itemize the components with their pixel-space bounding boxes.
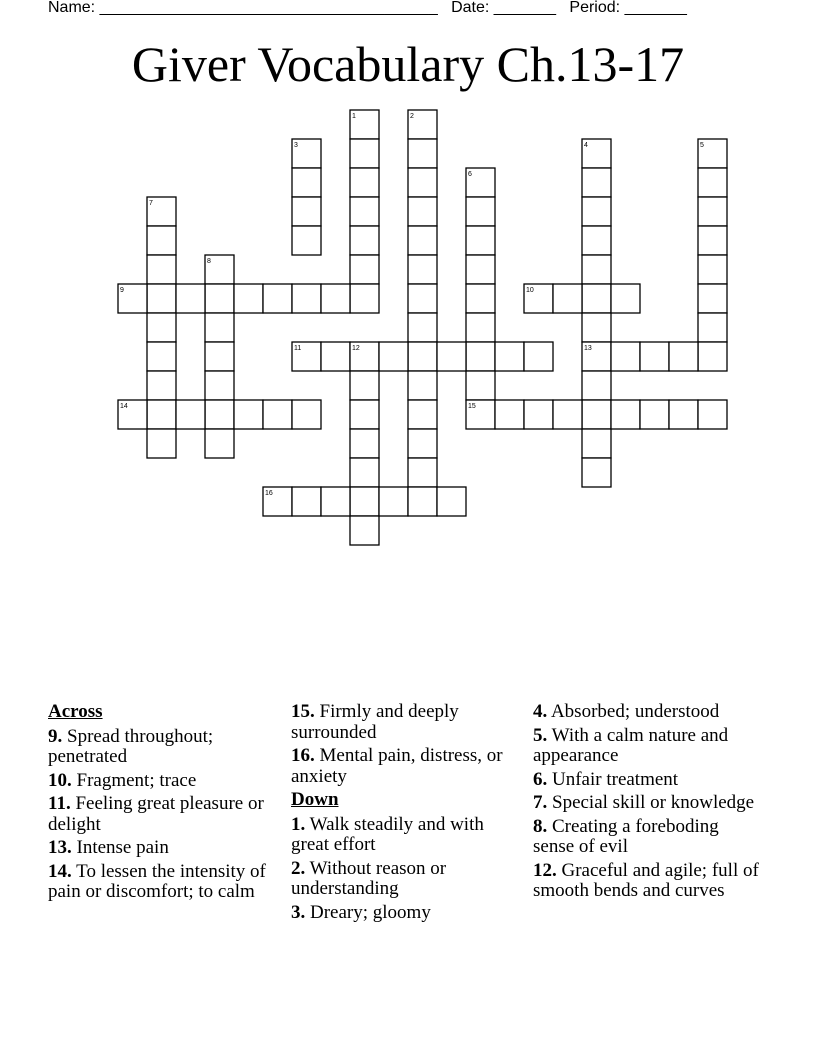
cell-number-label: 2 [410,113,414,120]
clue-across-15 [291,702,519,743]
clue-number: 4. [533,701,548,722]
grid-cell[interactable] [669,342,698,371]
grid-cell[interactable] [408,284,437,313]
clue-text: Feeling great pleasure or delight [48,793,264,835]
clue-number: 8. [533,815,548,837]
clue-text: Dreary; gloomy [310,901,431,923]
grid-cell[interactable] [292,400,321,429]
grid-cell[interactable] [292,226,321,255]
grid-cell[interactable] [205,284,234,313]
grid-cell[interactable] [234,284,263,313]
cell-number-label: 10 [526,287,534,294]
grid-cell[interactable] [698,400,727,429]
grid-cell[interactable] [205,429,234,458]
grid-cell[interactable] [408,400,437,429]
clue-number: 16. [291,745,315,766]
clue-down-6 [533,770,761,791]
grid-cell[interactable] [466,255,495,284]
grid-cell[interactable] [495,342,524,371]
cell-number-label: 13 [584,345,592,352]
grid-cell[interactable] [698,197,727,226]
grid-cell[interactable] [350,487,379,516]
grid-cell[interactable] [582,255,611,284]
clue-text: Without reason or understanding [291,857,447,899]
clue-number: 13. [48,837,72,858]
grid-cell[interactable] [611,284,640,313]
clue-number: 15. [291,701,315,722]
clue-text: Unfair treatment [552,768,679,790]
down-heading: Down [291,789,339,810]
grid-cell[interactable] [408,226,437,255]
grid-cell[interactable] [147,284,176,313]
grid-cell[interactable] [379,487,408,516]
clue-across-16 [291,746,519,787]
grid-cell[interactable] [350,197,379,226]
grid-cell[interactable] [147,400,176,429]
clue-number: 7. [533,792,548,813]
grid-cell[interactable] [350,429,379,458]
grid-cell[interactable] [321,487,350,516]
grid-cell[interactable] [292,284,321,313]
grid-cell[interactable] [408,139,437,168]
grid-cell[interactable] [437,487,466,516]
grid-cell[interactable] [147,342,176,371]
grid-cell[interactable] [698,255,727,284]
cell-number-label: 5 [700,142,704,149]
grid-cell[interactable] [582,197,611,226]
clue-text: To lessen the intensity of pain or discomfort; to calm [48,860,266,902]
grid-cell[interactable] [698,168,727,197]
clue-down-7 [533,793,761,814]
clue-number: 10. [48,769,72,791]
grid-cell[interactable] [698,284,727,313]
grid-cell[interactable] [466,371,495,400]
clue-down-2 [291,859,519,900]
grid-cell[interactable] [553,284,582,313]
cell-number-label: 1 [352,113,356,120]
clues-column-3 [533,702,761,905]
grid-cell[interactable] [321,284,350,313]
grid-cell[interactable] [205,371,234,400]
clue-number: 5. [533,724,548,746]
clue-text: Spread throughout; penetrated [48,725,214,767]
grid-cell[interactable] [408,313,437,342]
grid-cell[interactable] [408,168,437,197]
cell-number-label: 15 [468,403,476,410]
clue-text: Creating a foreboding sense of evil [533,815,719,857]
grid-cell[interactable] [292,487,321,516]
across-heading: Across [48,701,103,722]
grid-cell[interactable] [408,342,437,371]
clue-text: Special skill or knowledge [552,792,755,813]
grid-cell[interactable] [379,342,408,371]
date-label: Date: [451,0,490,16]
grid-cell[interactable] [408,255,437,284]
grid-cell[interactable] [321,342,350,371]
cell-number-label: 3 [294,142,298,149]
name-label: Name: [48,0,96,16]
period-label: Period: [569,0,621,16]
clue-number: 14. [48,860,72,882]
grid-cell[interactable] [234,400,263,429]
grid-cell[interactable] [205,400,234,429]
cell-number-label: 12 [352,345,360,352]
grid-cell[interactable] [611,342,640,371]
grid-cell[interactable] [350,400,379,429]
grid-cell[interactable] [524,400,553,429]
grid-cell[interactable] [205,342,234,371]
grid-cell[interactable] [524,342,553,371]
clue-number: 11. [48,793,71,814]
clues-column-2 [291,702,519,926]
clue-text: Firmly and deeply surrounded [291,701,459,743]
grid-cell[interactable] [698,342,727,371]
grid-cell[interactable] [466,342,495,371]
grid-cell[interactable] [466,197,495,226]
clue-text: Fragment; trace [76,769,197,791]
cell-number-label: 11 [294,345,302,352]
grid-cell[interactable] [350,458,379,487]
grid-cell[interactable] [205,313,234,342]
grid-cell[interactable] [466,284,495,313]
clue-number: 6. [533,768,548,790]
clue-across-9 [48,727,276,768]
clue-number: 3. [291,901,306,923]
grid-cell[interactable] [147,371,176,400]
clue-across-13 [48,838,276,859]
grid-cell[interactable] [553,400,582,429]
grid-cell[interactable] [582,429,611,458]
grid-cell[interactable] [611,400,640,429]
grid-cell[interactable] [582,400,611,429]
grid-cell[interactable] [495,400,524,429]
grid-cell[interactable] [437,342,466,371]
grid-cell[interactable] [350,284,379,313]
grid-cell[interactable] [408,429,437,458]
cell-number-label: 7 [149,200,153,207]
grid-cell[interactable] [466,313,495,342]
grid-cell[interactable] [292,168,321,197]
grid-cell[interactable] [408,197,437,226]
grid-cell[interactable] [147,313,176,342]
grid-cell[interactable] [669,400,698,429]
period-blank[interactable]: _______ [624,0,687,16]
grid-cell[interactable] [582,371,611,400]
grid-cell[interactable] [176,284,205,313]
cell-number-label: 8 [207,258,211,265]
clue-down-12 [533,861,761,902]
cell-number-label: 4 [584,142,588,149]
clue-down-5 [533,726,761,767]
date-blank[interactable]: _______ [493,0,557,16]
grid-cell[interactable] [263,400,292,429]
clue-text: Mental pain, distress, or anxiety [291,745,503,787]
grid-cell[interactable] [698,313,727,342]
grid-cell[interactable] [466,226,495,255]
grid-cell[interactable] [408,458,437,487]
clue-text: With a calm nature and appearance [533,724,729,766]
clue-down-8 [533,817,761,858]
clue-across-11 [48,794,276,835]
clue-across-14 [48,862,276,903]
grid-cell[interactable] [582,313,611,342]
grid-cell[interactable] [350,255,379,284]
clue-text: Intense pain [76,837,169,858]
clue-number: 12. [533,859,557,881]
cell-number-label: 9 [120,287,124,294]
grid-cell[interactable] [350,371,379,400]
cell-number-label: 14 [120,403,128,410]
page-title: Giver Vocabulary Ch.13-17 [131,36,685,92]
clues-column-1 [48,702,276,906]
grid-cell[interactable] [582,458,611,487]
grid-cell[interactable] [147,255,176,284]
grid-cell[interactable] [147,429,176,458]
clue-text: Absorbed; understood [550,701,720,722]
grid-cell[interactable] [698,226,727,255]
grid-cell[interactable] [147,226,176,255]
grid-cell[interactable] [640,400,669,429]
clue-down-1 [291,815,519,856]
clue-text: Walk steadily and with great effort [291,813,484,855]
grid-cell[interactable] [176,400,205,429]
clue-down-4 [533,702,761,723]
grid-cell[interactable] [350,139,379,168]
grid-cell[interactable] [640,342,669,371]
clue-down-3 [291,903,519,924]
clue-text: Graceful and agile; full of smooth bends and curves [533,859,759,901]
grid-cell[interactable] [408,371,437,400]
grid-cell[interactable] [350,516,379,545]
cell-number-label: 16 [265,490,273,497]
cell-number-label: 6 [468,171,472,178]
grid-cell[interactable] [582,168,611,197]
grid-cell[interactable] [263,284,292,313]
clue-number: 2. [291,857,306,879]
clue-across-10 [48,771,276,792]
clue-number: 1. [291,813,306,835]
grid-cell[interactable] [292,197,321,226]
grid-cell[interactable] [582,226,611,255]
grid-cell[interactable] [582,284,611,313]
grid-cell[interactable] [350,168,379,197]
clue-number: 9. [48,725,63,747]
name-blank[interactable]: ______________________________________ [99,0,438,16]
grid-cell[interactable] [408,487,437,516]
grid-cell[interactable] [350,226,379,255]
